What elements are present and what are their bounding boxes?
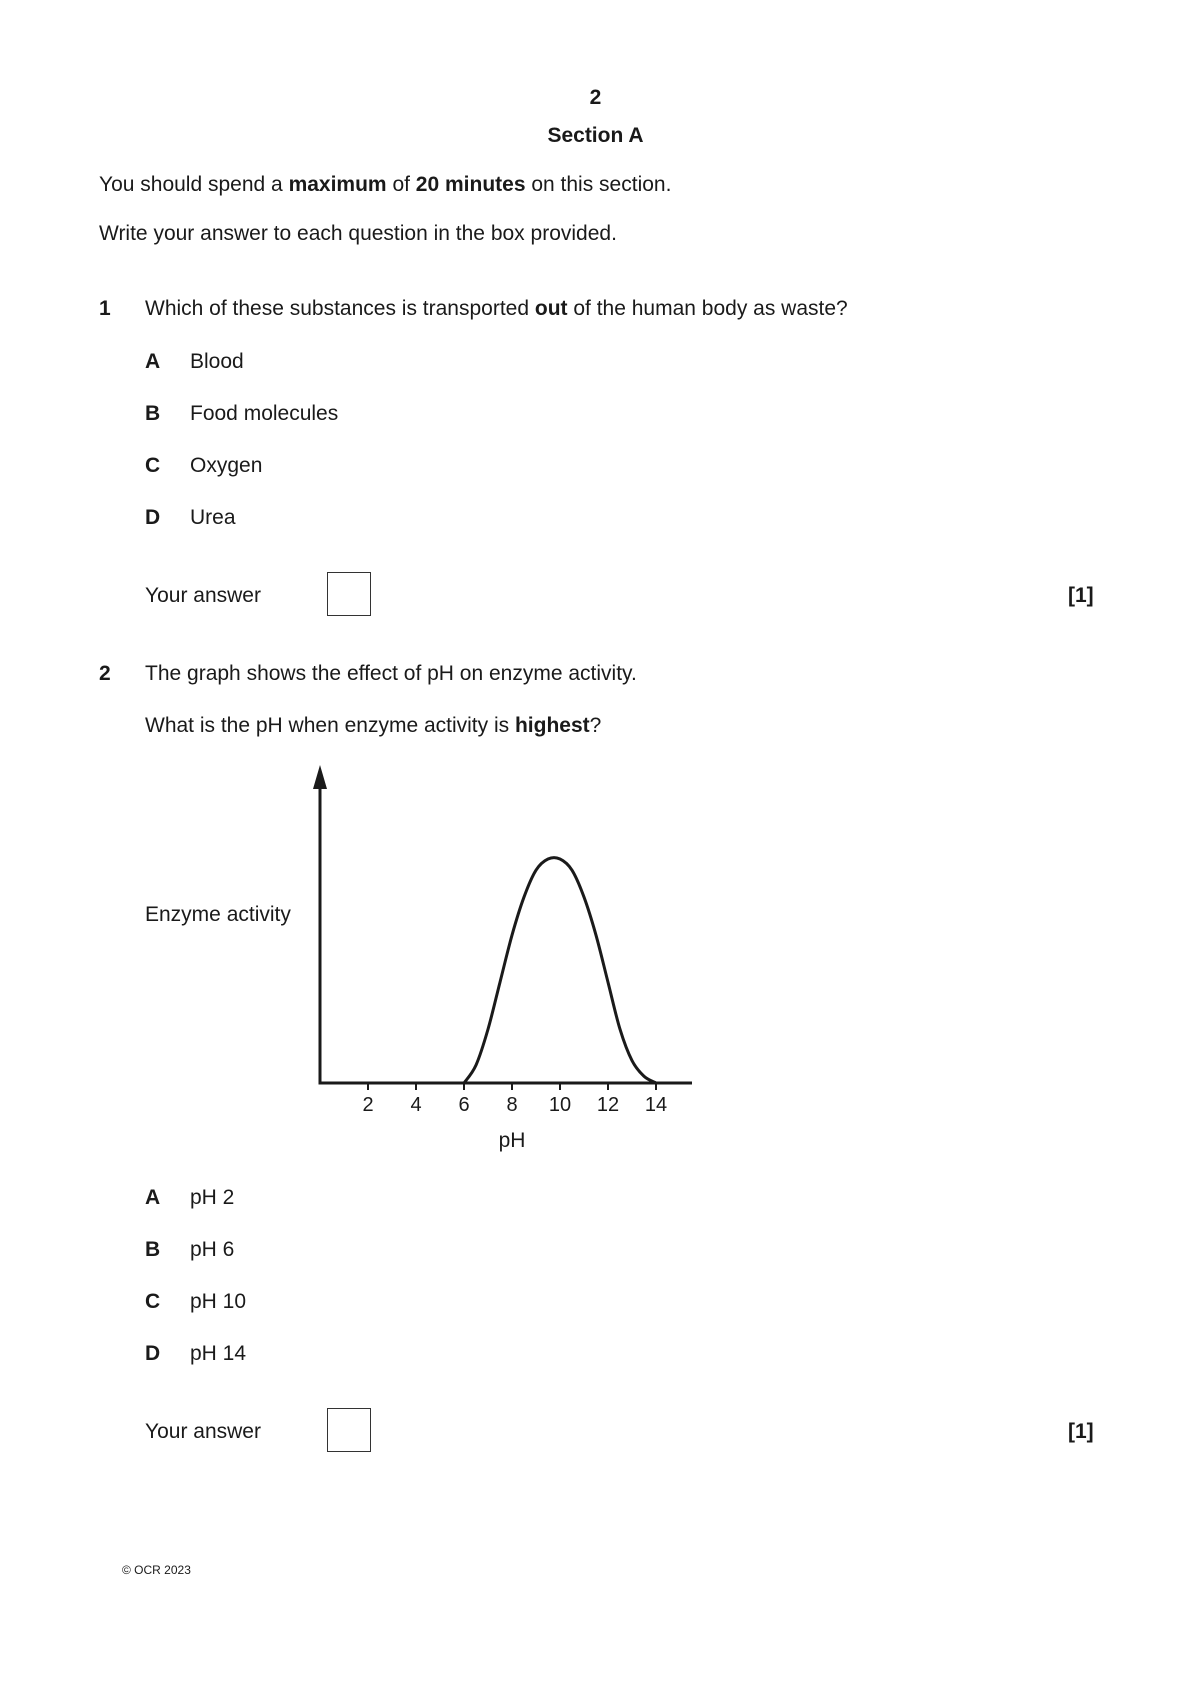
q1-stem-pre: Which of these substances is transported — [145, 297, 535, 320]
x-tick-label-2: 2 — [362, 1094, 374, 1116]
q1-stem-bold: out — [534, 297, 568, 320]
q2-option-c-letter: C — [145, 1290, 161, 1313]
q2-stem-2-post: ? — [589, 714, 602, 737]
q2-option-a-letter: A — [145, 1186, 161, 1209]
chart-y-label: Enzyme activity — [145, 903, 291, 926]
series-enzyme-activity-curve — [464, 858, 656, 1083]
x-tick-label-12: 12 — [596, 1094, 620, 1116]
q1-number: 1 — [99, 297, 111, 320]
q2-option-c-text: pH 10 — [190, 1290, 247, 1313]
q1-option-a-letter: A — [145, 350, 161, 373]
q1-option-b-text: Food molecules — [190, 402, 339, 425]
x-tick-label-6: 6 — [458, 1094, 470, 1116]
x-tick-label-4: 4 — [410, 1094, 422, 1116]
q2-stem-2-pre: What is the pH when enzyme activity is — [145, 714, 515, 737]
intro-text-post: on this section. — [525, 173, 672, 196]
intro-text-mid: of — [386, 173, 416, 196]
x-tick-label-8: 8 — [506, 1094, 518, 1116]
x-tick-label-10: 10 — [548, 1094, 572, 1116]
q2-option-d-text: pH 14 — [190, 1342, 247, 1365]
intro-text-pre: You should spend a — [99, 173, 289, 196]
q1-stem-post: of the human body as waste? — [567, 297, 848, 320]
intro-bold-minutes: 20 minutes — [415, 173, 526, 196]
copyright-footer: © OCR 2023 — [122, 1563, 191, 1577]
q2-stem-2-bold: highest — [514, 714, 590, 737]
q2-number: 2 — [99, 662, 111, 685]
q1-option-b-letter: B — [145, 402, 161, 425]
section-title: Section A — [547, 124, 644, 147]
q2-option-b-text: pH 6 — [190, 1238, 235, 1261]
q1-answer-label: Your answer — [145, 584, 261, 607]
x-tick-label-14: 14 — [644, 1094, 668, 1116]
q1-option-d-text: Urea — [190, 506, 236, 529]
q2-marks: [1] — [1068, 1420, 1094, 1443]
q2-option-b-letter: B — [145, 1238, 161, 1261]
q1-option-c-text: Oxygen — [190, 454, 263, 477]
intro-instruction-answer: Write your answer to each question in the box provided. — [99, 222, 617, 245]
q2-option-d-letter: D — [145, 1342, 161, 1365]
chart-x-label: pH — [498, 1129, 526, 1152]
intro-bold-maximum: maximum — [288, 173, 387, 196]
q2-option-a-text: pH 2 — [190, 1186, 235, 1209]
q1-option-d-letter: D — [145, 506, 161, 529]
q2-stem-1: The graph shows the effect of pH on enzyme activity. — [145, 662, 637, 685]
q2-answer-box[interactable] — [327, 1408, 371, 1452]
y-axis-arrow — [313, 765, 327, 789]
q1-option-a-text: Blood — [190, 350, 244, 373]
q1-option-c-letter: C — [145, 454, 161, 477]
page-number: 2 — [589, 86, 602, 109]
q1-marks: [1] — [1068, 584, 1094, 607]
q2-answer-label: Your answer — [145, 1420, 261, 1443]
